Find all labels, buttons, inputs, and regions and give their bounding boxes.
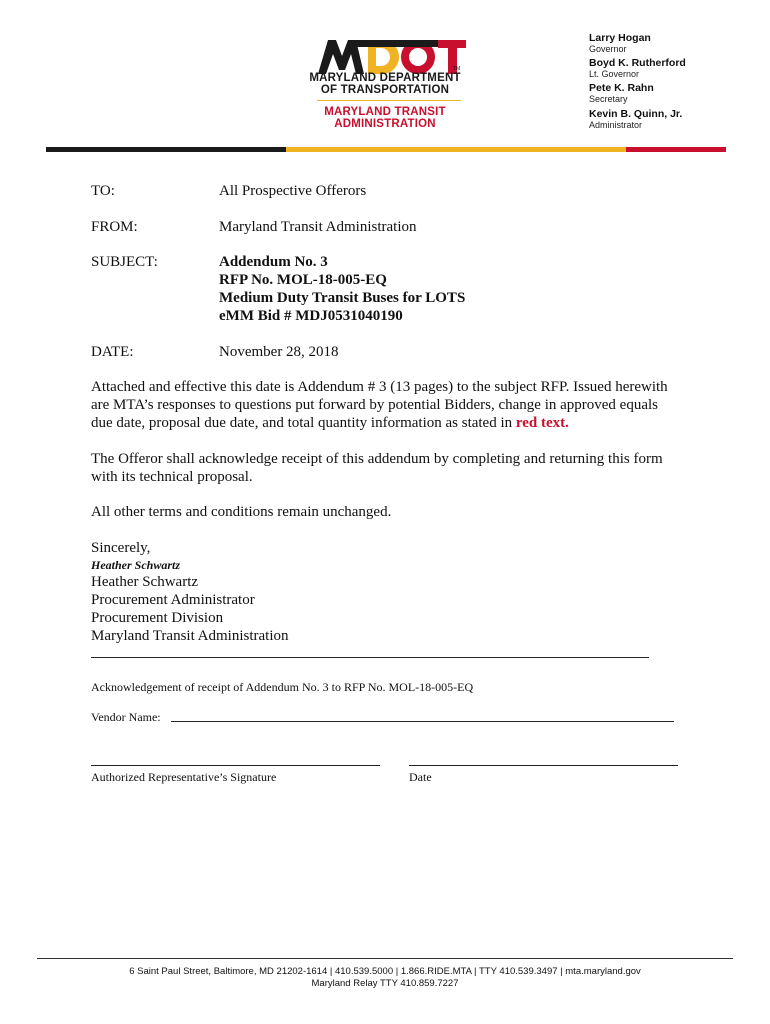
body-paragraph-3: All other terms and conditions remain unchanged. (91, 504, 392, 520)
handwritten-signature: Heather Schwartz (91, 558, 181, 572)
official-title: Governor (589, 44, 627, 54)
official-governor (589, 32, 651, 54)
body-paragraph-1 (91, 378, 681, 432)
subject-line-2: RFP No. MOL-18-005-EQ (219, 272, 387, 288)
signature-field[interactable] (91, 765, 380, 766)
from-label: FROM: (91, 219, 138, 235)
mdot-logo (314, 36, 466, 76)
date-field-label: Date (409, 770, 432, 784)
paragraph-text: due date, proposal due date, and total quantity information as stated in (91, 415, 516, 431)
official-name: Pete K. Rahn (589, 82, 654, 94)
header-color-band (46, 147, 726, 152)
date-value: November 28, 2018 (219, 344, 339, 360)
footer-relay: Maryland Relay TTY 410.859.7227 (311, 978, 459, 989)
paragraph-line: Attached and effective this date is Addendum # 3 (13 pages) to the subject RFP. Issued herewith (91, 379, 668, 395)
official-title: Lt. Governor (589, 69, 640, 79)
official-lt-governor (589, 57, 686, 79)
band-gold (286, 147, 626, 152)
official-title: Secretary (589, 94, 628, 104)
to-value: All Prospective Offerors (219, 183, 367, 199)
body-paragraph-2 (91, 450, 681, 486)
band-red (626, 147, 726, 152)
date-field[interactable] (409, 765, 678, 766)
to-label: TO: (91, 183, 115, 199)
signer-name: Heather Schwartz (91, 574, 199, 590)
paragraph-line: with its technical proposal. (91, 469, 253, 485)
subject-label: SUBJECT: (91, 254, 158, 270)
org-name-line-1: MARYLAND DEPARTMENT (309, 72, 461, 84)
org-name-line-2: OF TRANSPORTATION (320, 84, 450, 96)
signer-title-3: Maryland Transit Administration (91, 628, 289, 644)
paragraph-line (91, 414, 681, 432)
subject-line-4: eMM Bid # MDJ0531040190 (219, 308, 403, 324)
band-black (46, 147, 286, 152)
admin-name-line-2: ADMINISTRATION (334, 118, 436, 130)
footer-address: 6 Saint Paul Street, Baltimore, MD 21202-1614 | 410.539.5000 | 1.866.RIDE.MTA | TTY 410.539.3497 | mta.maryland.gov (129, 966, 641, 977)
official-secretary (589, 82, 654, 104)
official-administrator (589, 108, 682, 130)
official-name: Kevin B. Quinn, Jr. (589, 108, 683, 120)
closing: Sincerely, (91, 540, 151, 556)
signer-title-1: Procurement Administrator (91, 592, 255, 608)
subject-line-1: Addendum No. 3 (219, 254, 328, 270)
paragraph-line: The Offeror shall acknowledge receipt of this addendum by completing and returning this form (91, 451, 663, 467)
logo-divider (317, 100, 461, 101)
signer-title-2: Procurement Division (91, 610, 224, 626)
red-text-note: red text. (515, 415, 569, 431)
paragraph-line: are MTA’s responses to questions put forward by potential Bidders, change in approved equals (91, 397, 659, 413)
signature-field-label: Authorized Representative’s Signature (91, 770, 277, 784)
acknowledgement-text: Acknowledgement of receipt of Addendum No. 3 to RFP No. MOL-18-005-EQ (91, 680, 474, 694)
footer-rule (37, 958, 733, 959)
trademark-mark: TM (453, 66, 461, 72)
official-name: Larry Hogan (589, 32, 651, 44)
official-name: Boyd K. Rutherford (589, 57, 686, 69)
date-label: DATE: (91, 344, 134, 360)
separator-rule (91, 657, 649, 658)
admin-name-line-1: MARYLAND TRANSIT (324, 106, 446, 118)
from-value: Maryland Transit Administration (219, 219, 417, 235)
subject-line-3: Medium Duty Transit Buses for LOTS (219, 290, 466, 306)
vendor-name-label: Vendor Name: (91, 710, 161, 724)
official-title: Administrator (589, 120, 643, 130)
vendor-name-field[interactable] (171, 721, 674, 722)
